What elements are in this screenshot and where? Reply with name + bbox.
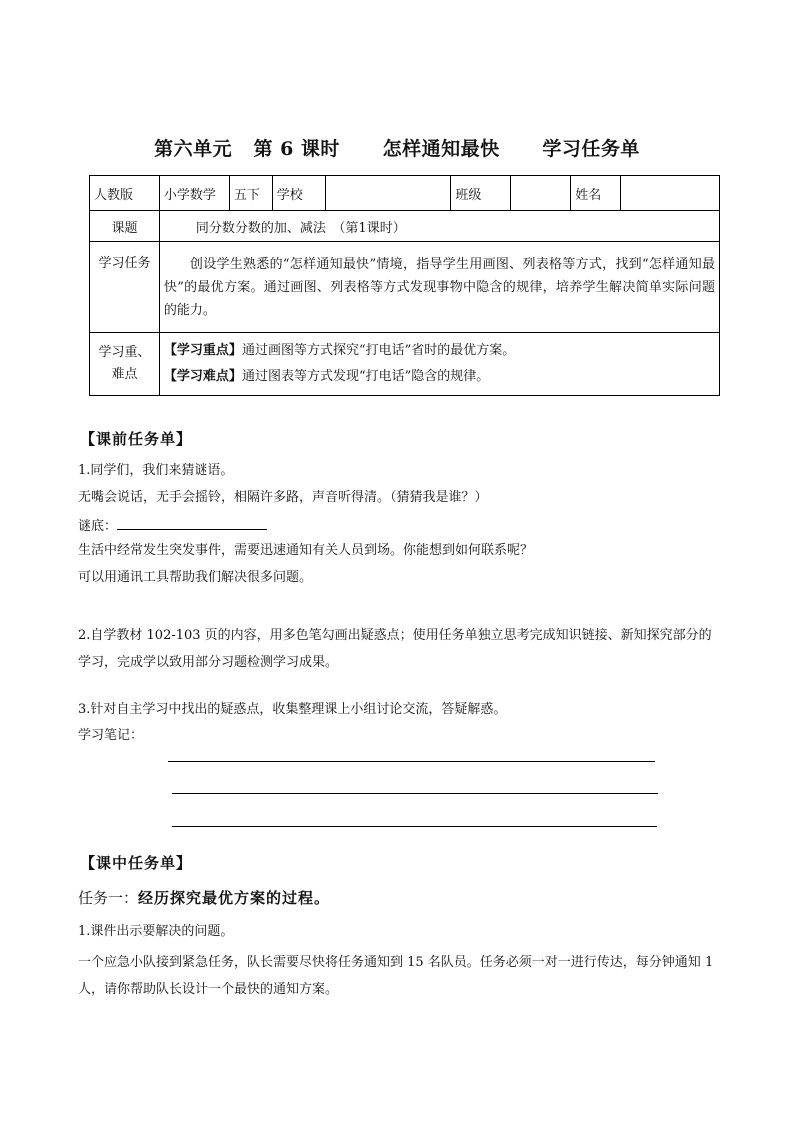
title-sheet: 学习任务单 bbox=[542, 138, 640, 160]
notes-line-1[interactable] bbox=[168, 761, 655, 762]
task-label: 学习任务 bbox=[90, 242, 160, 333]
pre-class-p7: 3.针对自主学习中找出的疑惑点，收集整理课上小组讨论交流，答疑解惑。 bbox=[78, 702, 507, 717]
hard-text: 通过图表等方式发现“打电话”隐含的规律。 bbox=[241, 369, 490, 384]
name-label: 姓名 bbox=[571, 176, 621, 211]
riddle-answer-blank[interactable] bbox=[117, 517, 267, 530]
title-lesson: 第 6 课时 bbox=[253, 138, 340, 160]
key-tag: 【学习重点】 bbox=[163, 343, 242, 358]
page-title bbox=[0, 134, 794, 161]
hard-point bbox=[164, 364, 715, 390]
pre-class-p1: 1.同学们，我们来猜谜语。 bbox=[78, 463, 234, 478]
notes-line-3[interactable] bbox=[172, 826, 657, 827]
in-class-heading: 【课中任务单】 bbox=[80, 854, 193, 872]
grade-cell: 五下 bbox=[229, 176, 272, 211]
school-field[interactable] bbox=[325, 176, 451, 211]
pre-class-heading: 【课前任务单】 bbox=[80, 430, 193, 448]
notes-line-2[interactable] bbox=[172, 793, 658, 794]
publisher-cell: 人教版 bbox=[90, 176, 160, 211]
focus-label-line2: 难点 bbox=[111, 367, 138, 382]
riddle-answer-label: 谜底： bbox=[78, 519, 118, 534]
class-label: 班级 bbox=[451, 176, 511, 211]
pre-class-riddle: 无嘴会说话，无手会摇铃，相隔许多路，声音听得清。（猜猜我是谁？） bbox=[78, 490, 488, 505]
task-text: 创设学生熟悉的“怎样通知最快”情境，指导学生用画图、列表格等方式，找到“怎样通知最快”的最优方案。通过画图、列表格等方式发现事物中隐含的规律，培养学生解决简单实际问题的能力。 bbox=[159, 242, 719, 333]
hard-tag: 【学习难点】 bbox=[163, 369, 242, 384]
focus-label-line1: 学习重、 bbox=[98, 345, 151, 360]
focus-content bbox=[159, 333, 719, 396]
task1-title: 经历探究最优方案的过程。 bbox=[138, 889, 331, 907]
title-topic: 怎样通知最快 bbox=[382, 138, 500, 160]
info-table bbox=[89, 175, 720, 396]
in-class-p1: 1.课件出示要解决的问题。 bbox=[78, 924, 234, 939]
focus-label-cell bbox=[90, 333, 160, 396]
key-text: 通过画图等方式探究“打电话”省时的最优方案。 bbox=[241, 343, 516, 358]
topic-label: 课题 bbox=[90, 211, 160, 242]
notes-label: 学习笔记： bbox=[78, 728, 144, 743]
name-field[interactable] bbox=[621, 176, 720, 211]
key-point bbox=[164, 338, 715, 364]
pre-class-p6: 2.自学教材 102-103 页的内容，用多色笔勾画出疑惑点；使用任务单独立思考完成知识链接、新知探究部分的学习，完成学以致用部分习题检测学习成果。 bbox=[78, 628, 712, 670]
in-class-p2: 一个应急小队接到紧急任务，队长需要尽快将任务通知到 15 名队员。任务必须一对一进行传达，每分钟通知 1 人，请你帮助队长设计一个最快的通知方案。 bbox=[78, 955, 714, 997]
pre-class-p5: 可以用通讯工具帮助我们解决很多问题。 bbox=[78, 570, 313, 585]
class-field[interactable] bbox=[511, 176, 571, 211]
task1-heading bbox=[78, 887, 330, 908]
school-label: 学校 bbox=[272, 176, 325, 211]
subject-cell: 小学数学 bbox=[159, 176, 229, 211]
title-unit: 第六单元 bbox=[154, 138, 233, 160]
task1-prefix: 任务一： bbox=[78, 889, 139, 907]
pre-class-p4: 生活中经常发生突发事件，需要迅速通知有关人员到场。你能想到如何联系呢？ bbox=[78, 543, 534, 558]
riddle-answer-row bbox=[78, 517, 723, 535]
topic-value: 同分数分数的加、减法 （第1课时） bbox=[159, 211, 719, 242]
